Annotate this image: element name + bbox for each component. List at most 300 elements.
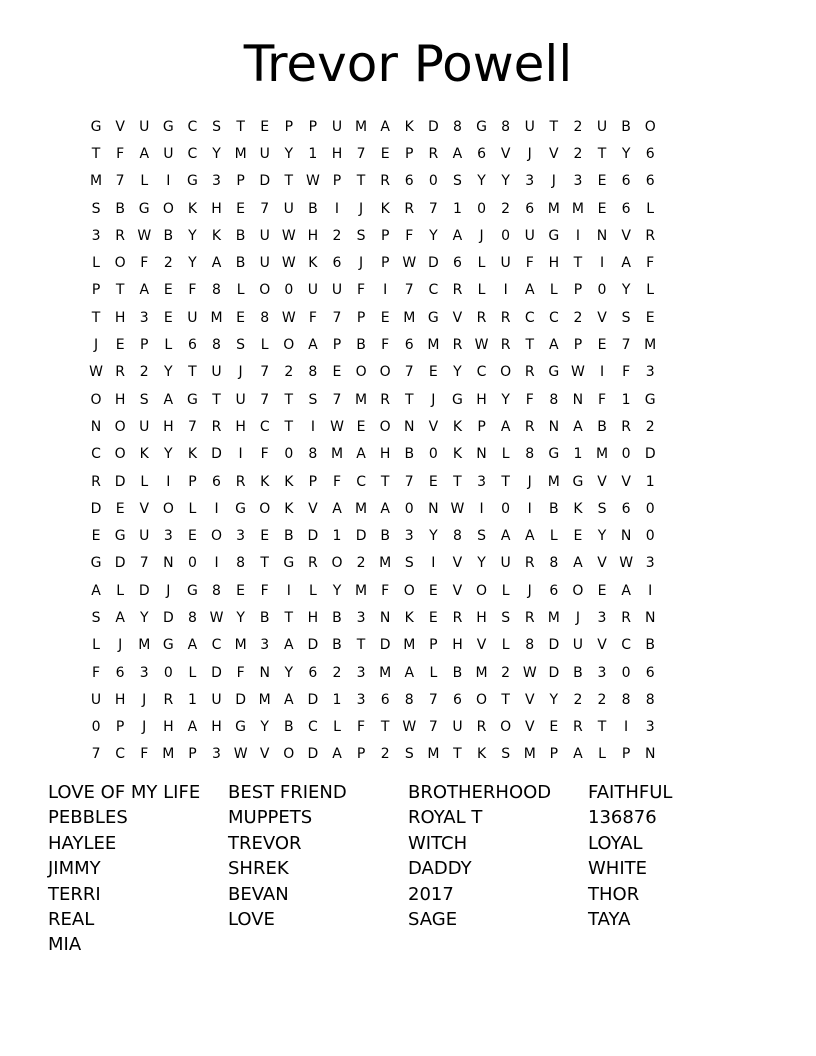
grid-cell: F [357, 719, 366, 736]
word-list-item: 136876 [588, 807, 657, 829]
grid-cell: O [283, 337, 295, 354]
grid-cell: L [333, 719, 341, 736]
grid-cell: H [235, 418, 246, 435]
grid-cell: 8 [308, 364, 318, 381]
grid-cell: L [598, 746, 606, 763]
grid-cell: W [281, 227, 296, 244]
grid-cell: N [620, 528, 632, 545]
grid-cell: R [380, 391, 391, 408]
grid-cell: 8 [187, 609, 197, 626]
grid-cell: O [331, 555, 343, 572]
grid-cell: W [281, 309, 296, 326]
grid-cell: T [356, 637, 366, 654]
grid-cell: U [90, 691, 102, 708]
grid-cell: D [355, 528, 367, 545]
grid-cell: R [524, 555, 535, 572]
grid-cell: D [548, 664, 560, 681]
grid-cell: P [332, 173, 342, 190]
grid-cell: G [572, 473, 584, 490]
grid-cell: L [501, 637, 510, 654]
grid-cell: L [188, 500, 197, 517]
grid-cell: M [234, 145, 247, 162]
grid-cell: K [139, 446, 149, 463]
grid-cell: 7 [428, 200, 438, 217]
grid-cell: 2 [332, 664, 342, 681]
grid-cell: 3 [404, 528, 414, 545]
grid-cell: G [138, 200, 150, 217]
grid-cell: J [118, 637, 123, 654]
grid-cell: A [187, 637, 198, 654]
grid-cell: E [236, 582, 246, 599]
grid-cell: P [380, 227, 390, 244]
grid-cell: 3 [139, 664, 149, 681]
grid-cell: E [380, 145, 390, 162]
grid-cell: 3 [645, 719, 655, 736]
grid-cell: H [307, 227, 319, 244]
grid-cell: U [524, 118, 535, 135]
grid-cell: L [188, 664, 197, 681]
grid-cell: R [163, 691, 174, 708]
grid-cell: T [236, 118, 245, 135]
grid-cell: H [548, 255, 560, 272]
grid-cell: J [527, 582, 532, 599]
grid-cell: V [621, 473, 631, 490]
grid-cell: V [524, 719, 535, 736]
grid-cell: C [91, 446, 101, 463]
grid-cell: U [452, 719, 463, 736]
grid-cell: 1 [621, 391, 631, 408]
grid-cell: 0 [501, 227, 511, 244]
grid-cell: D [427, 255, 439, 272]
grid-cell: H [379, 446, 391, 463]
grid-cell: Y [477, 555, 486, 572]
grid-row [84, 741, 662, 768]
grid-cell: I [286, 582, 291, 599]
grid-cell: R [621, 418, 631, 435]
grid-cell: G [162, 637, 174, 654]
grid-cell: F [116, 145, 125, 162]
grid-cell: Y [236, 609, 245, 626]
grid-cell: H [307, 609, 319, 626]
grid-cell: S [236, 337, 246, 354]
grid-cell: W [450, 500, 465, 517]
grid-cell: 6 [212, 473, 221, 490]
grid-cell: E [597, 173, 607, 190]
grid-cell: 7 [404, 364, 414, 381]
grid-cell: K [573, 500, 583, 517]
grid-cell: 3 [645, 555, 655, 572]
grid-cell: D [211, 446, 222, 463]
grid-cell: V [597, 473, 607, 490]
grid-cell: 2 [645, 418, 655, 435]
grid-cell: U [572, 637, 584, 654]
grid-cell: R [645, 227, 656, 244]
grid-cell: T [525, 337, 535, 354]
grid-cell: T [115, 282, 125, 299]
grid-cell: 6 [404, 337, 414, 354]
grid-cell: S [501, 609, 511, 626]
grid-cell: U [211, 691, 222, 708]
grid-cell: E [115, 500, 125, 517]
grid-cell: U [331, 282, 343, 299]
grid-cell: 0 [284, 446, 294, 463]
grid-cell: A [404, 664, 415, 681]
grid-cell: N [596, 227, 608, 244]
grid-cell: U [500, 555, 511, 572]
grid-cell: G [644, 391, 656, 408]
grid-cell: 3 [597, 664, 607, 681]
grid-cell: S [404, 746, 414, 763]
grid-cell: 1 [573, 446, 583, 463]
grid-cell: T [404, 391, 414, 408]
grid-cell: S [453, 173, 462, 190]
grid-cell: M [547, 609, 560, 626]
grid-cell: N [90, 418, 102, 435]
grid-cell: Y [188, 227, 197, 244]
grid-cell: K [187, 200, 198, 217]
grid-cell: F [525, 255, 534, 272]
grid-cell: K [260, 473, 270, 490]
grid-cell: K [284, 473, 294, 490]
grid-cell: J [359, 200, 364, 217]
grid-cell: T [91, 145, 101, 162]
grid-cell: U [187, 309, 198, 326]
grid-cell: 3 [356, 664, 366, 681]
grid-cell: I [310, 418, 315, 435]
grid-cell: B [452, 664, 463, 681]
grid-cell: 6 [621, 173, 631, 190]
word-list-item: BROTHERHOOD [408, 782, 552, 803]
grid-cell: B [259, 609, 270, 626]
word-list-item: BEST FRIEND [228, 782, 347, 803]
grid-cell: 0 [477, 200, 486, 217]
grid-cell: O [403, 582, 415, 599]
grid-cell: W [305, 173, 320, 190]
grid-cell: N [644, 746, 656, 763]
grid-cell: B [115, 200, 125, 217]
grid-cell: 3 [573, 173, 583, 190]
grid-cell: I [431, 555, 436, 572]
grid-cell: P [188, 473, 197, 490]
grid-cell: 2 [573, 118, 583, 135]
grid-cell: F [357, 282, 366, 299]
grid-row [84, 714, 662, 741]
grid-cell: D [307, 746, 319, 763]
grid-cell: F [622, 364, 631, 381]
grid-cell: W [137, 227, 152, 244]
grid-cell: R [524, 609, 535, 626]
grid-cell: A [573, 418, 583, 435]
grid-cell: A [380, 118, 390, 135]
word-list-item: MUPPETS [228, 807, 313, 829]
grid-row [84, 577, 662, 604]
grid-cell: M [475, 664, 488, 681]
grid-cell: A [187, 719, 198, 736]
grid-cell: O [90, 391, 102, 408]
grid-cell: R [211, 418, 222, 435]
grid-cell: U [235, 391, 246, 408]
grid-cell: E [597, 337, 607, 354]
grid-cell: V [308, 500, 318, 517]
grid-cell: G [186, 582, 198, 599]
grid-cell: I [527, 500, 532, 517]
grid-cell: P [284, 118, 294, 135]
grid-cell: P [621, 746, 631, 763]
grid-cell: B [573, 664, 583, 681]
grid-cell: 3 [139, 309, 149, 326]
grid-cell: O [259, 282, 271, 299]
grid-cell: O [114, 418, 126, 435]
grid-cell: T [597, 719, 607, 736]
grid-cell: E [428, 364, 438, 381]
grid-cell: L [164, 337, 173, 354]
grid-cell: H [211, 719, 222, 736]
grid-cell: E [236, 309, 246, 326]
grid-cell: 8 [549, 391, 559, 408]
grid-cell: E [356, 418, 366, 435]
word-list [48, 780, 768, 958]
grid-cell: R [500, 309, 511, 326]
grid-cell: 6 [187, 337, 197, 354]
grid-cell: L [646, 282, 655, 299]
grid-cell: M [571, 200, 584, 217]
grid-cell: E [163, 309, 173, 326]
grid-cell: 6 [621, 500, 631, 517]
grid-cell: Y [260, 719, 269, 736]
grid-cell: C [356, 473, 366, 490]
grid-cell: N [404, 418, 415, 435]
grid-cell: 0 [187, 555, 197, 572]
grid-cell: Y [212, 145, 221, 162]
grid-cell: K [308, 255, 318, 272]
word-list-item: ROYAL T [408, 807, 483, 829]
grid-cell: F [525, 391, 534, 408]
grid-cell: A [139, 282, 150, 299]
grid-cell: M [355, 500, 368, 517]
grid-cell: 7 [139, 555, 149, 572]
grid-cell: Y [139, 609, 149, 626]
grid-cell: O [572, 582, 584, 599]
grid-cell: O [114, 255, 126, 272]
grid-cell: F [92, 664, 101, 681]
grid-cell: G [427, 309, 439, 326]
grid-cell: K [284, 500, 294, 517]
grid-cell: 7 [428, 719, 438, 736]
grid-cell: V [259, 746, 270, 763]
grid-cell: F [188, 282, 197, 299]
word-list-item: TAYA [588, 909, 631, 931]
grid-cell: B [283, 528, 294, 545]
grid-cell: H [163, 719, 174, 736]
grid-cell: B [163, 227, 174, 244]
grid-cell: N [379, 609, 391, 626]
grid-cell: O [114, 446, 126, 463]
grid-cell: C [548, 309, 559, 326]
grid-cell: C [428, 282, 439, 299]
grid-row [84, 249, 662, 276]
grid-cell: 8 [525, 446, 535, 463]
grid-cell: C [524, 309, 535, 326]
grid-cell: A [211, 255, 222, 272]
grid-cell: V [452, 309, 463, 326]
word-list-item: DADDY [408, 858, 472, 880]
grid-cell: H [163, 418, 174, 435]
grid-cell: 2 [573, 691, 583, 708]
grid-cell: J [142, 719, 147, 736]
grid-cell: D [138, 582, 150, 599]
grid-cell: G [548, 446, 560, 463]
grid-cell: L [549, 528, 558, 545]
grid-cell: K [452, 418, 463, 435]
grid-cell: I [599, 255, 605, 272]
grid-row [84, 168, 662, 195]
grid-cell: G [186, 391, 198, 408]
grid-cell: Y [477, 173, 486, 190]
grid-row [84, 632, 662, 659]
grid-cell: 7 [356, 145, 366, 162]
grid-cell: D [307, 637, 319, 654]
grid-cell: T [212, 391, 221, 408]
grid-cell: L [260, 337, 269, 354]
grid-cell: 7 [91, 746, 101, 763]
grid-cell: V [500, 145, 511, 162]
grid-cell: P [332, 337, 342, 354]
grid-cell: G [548, 227, 560, 244]
grid-cell: M [595, 446, 609, 463]
grid-cell: 1 [332, 528, 342, 545]
grid-cell: L [92, 637, 100, 654]
grid-cell: E [428, 473, 438, 490]
grid-cell: J [166, 582, 171, 599]
grid-cell: D [644, 446, 656, 463]
grid-cell: 2 [332, 227, 342, 244]
word-list-item: WHITE [588, 858, 648, 880]
grid-cell: A [573, 746, 583, 763]
grid-cell: M [258, 691, 271, 708]
grid-cell: O [355, 364, 367, 381]
grid-cell: 1 [332, 691, 342, 708]
grid-cell: J [238, 364, 243, 381]
grid-cell: S [404, 555, 414, 572]
grid-row [84, 331, 662, 358]
grid-cell: C [308, 719, 318, 736]
grid-cell: T [284, 391, 294, 408]
grid-cell: M [403, 637, 416, 654]
grid-cell: L [477, 282, 486, 299]
word-list-item: WITCH [408, 832, 468, 854]
grid-cell: W [619, 555, 634, 572]
grid-cell: R [452, 337, 463, 354]
grid-cell: T [501, 691, 510, 708]
grid-cell: W [281, 255, 296, 272]
grid-cell: U [331, 118, 343, 135]
grid-cell: D [114, 555, 126, 572]
grid-cell: 3 [597, 609, 607, 626]
grid-cell: I [575, 227, 580, 244]
grid-cell: V [428, 418, 439, 435]
grid-cell: 2 [139, 364, 149, 381]
grid-cell: W [402, 255, 417, 272]
grid-cell: T [597, 145, 607, 162]
grid-cell: F [308, 309, 317, 326]
grid-cell: P [356, 746, 366, 763]
grid-cell: S [597, 500, 607, 517]
grid-cell: G [186, 173, 198, 190]
grid-cell: 2 [573, 145, 583, 162]
grid-cell: 0 [428, 173, 438, 190]
grid-cell: 0 [597, 282, 607, 299]
grid-cell: 0 [645, 500, 655, 517]
grid-cell: F [332, 473, 342, 490]
grid-cell: 2 [284, 364, 294, 381]
grid-cell: P [308, 473, 318, 490]
grid-cell: 6 [645, 664, 655, 681]
grid-cell: S [621, 309, 631, 326]
grid-cell: U [500, 255, 511, 272]
word-list-item: PEBBLES [48, 807, 128, 829]
grid-cell: M [162, 746, 175, 763]
grid-cell: U [211, 364, 222, 381]
grid-cell: 1 [452, 200, 462, 217]
grid-cell: A [573, 555, 583, 572]
grid-cell: R [115, 364, 125, 381]
grid-cell: C [187, 145, 198, 162]
grid-cell: C [621, 637, 631, 654]
grid-cell: D [259, 173, 271, 190]
grid-cell: O [162, 200, 174, 217]
grid-cell: I [166, 173, 171, 190]
grid-cell: M [523, 746, 536, 763]
grid-cell: P [405, 145, 414, 162]
grid-cell: F [260, 582, 269, 599]
grid-cell: U [259, 145, 270, 162]
grid-cell: H [211, 200, 222, 217]
grid-cell: V [597, 555, 607, 572]
grid-cell: L [477, 255, 486, 272]
grid-cell: T [453, 473, 462, 490]
grid-cell: D [211, 664, 222, 681]
word-list-item: LOVE OF MY LIFE [48, 782, 201, 803]
grid-cell: R [573, 719, 583, 736]
grid-cell: U [139, 418, 150, 435]
word-list-item: JIMMY [48, 858, 101, 880]
grid-cell: 3 [212, 173, 221, 190]
grid-cell: A [163, 391, 174, 408]
grid-cell: S [501, 746, 511, 763]
grid-cell: P [188, 746, 197, 763]
grid-row [84, 140, 662, 167]
grid-cell: M [547, 200, 560, 217]
grid-cell: R [308, 555, 318, 572]
grid-cell: O [500, 364, 512, 381]
grid-cell: F [140, 255, 149, 272]
grid-cell: G [235, 719, 247, 736]
grid-cell: U [259, 227, 270, 244]
grid-cell: S [91, 200, 101, 217]
grid-cell: M [379, 664, 392, 681]
grid-cell: J [575, 609, 580, 626]
grid-cell: V [452, 555, 463, 572]
grid-cell: 6 [525, 200, 535, 217]
grid-cell: Y [597, 528, 607, 545]
grid-cell: R [235, 473, 246, 490]
grid-cell: J [527, 145, 532, 162]
grid-cell: 8 [452, 118, 462, 135]
grid-cell: D [114, 473, 126, 490]
grid-cell: M [355, 391, 368, 408]
grid-cell: M [427, 746, 440, 763]
grid-cell: B [621, 118, 631, 135]
